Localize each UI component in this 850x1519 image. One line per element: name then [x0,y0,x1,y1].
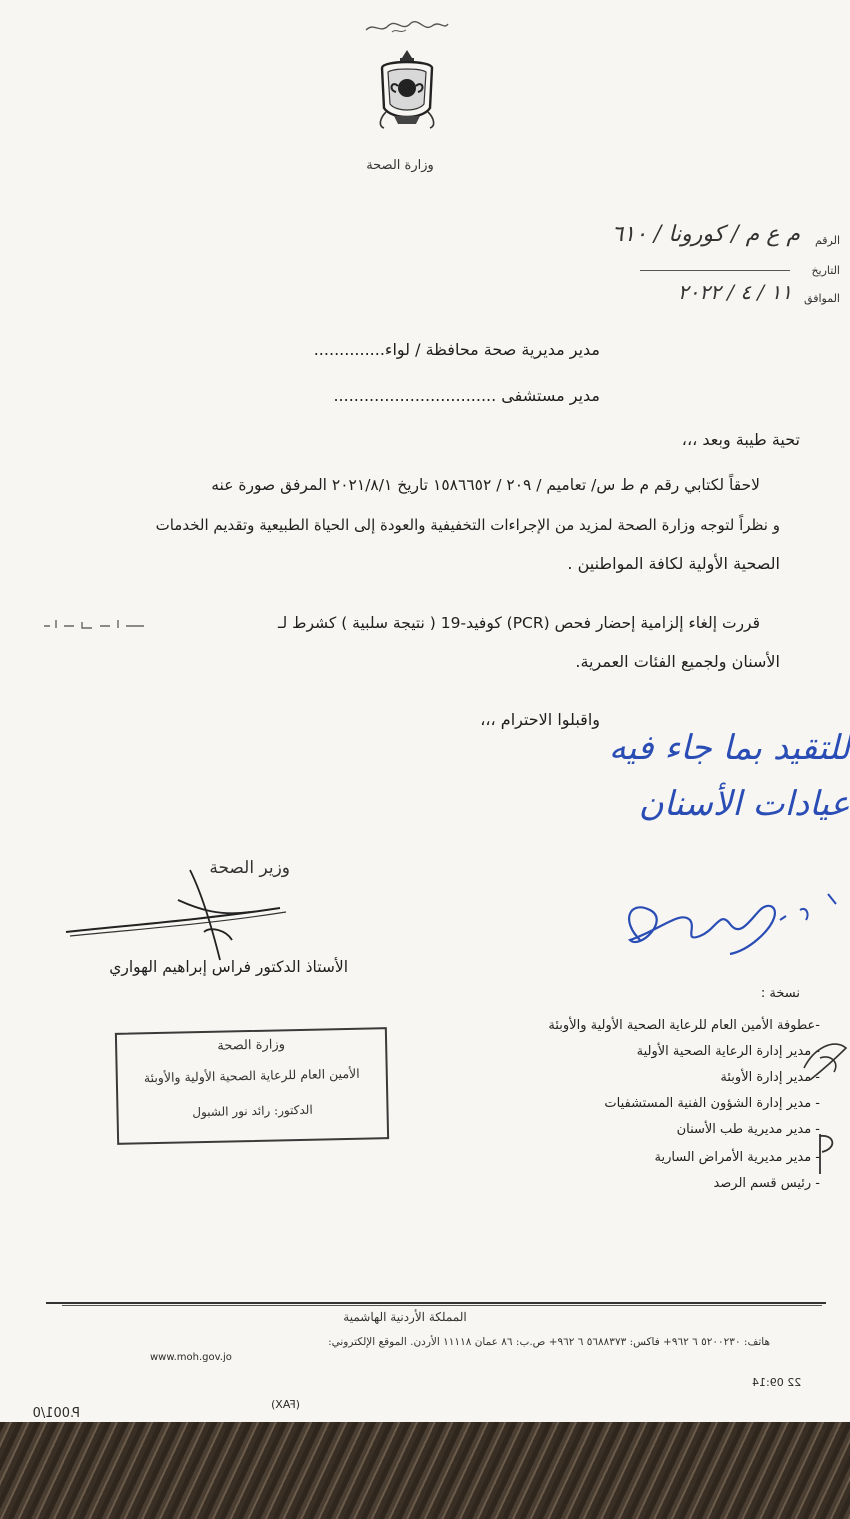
faded-text-fragment [40,612,150,634]
reference-label: الرقم [814,234,840,247]
copy-recipient-7: - رئيس قسم الرصد [713,1176,820,1191]
greeting-text: تحية طيبة وبعد ،،، [681,430,800,449]
minister-signature [60,860,300,970]
copy-recipient-6: - مدير مديرية الأمراض السارية [654,1150,820,1165]
corresponding-date-label: الموافق [804,292,840,305]
copy-recipient-5: - مدير مديرية طب الأسنان [676,1122,820,1137]
stamp-line-ministry: وزارة الصحة [217,1037,286,1054]
copies-label: نسخة : [760,986,800,1001]
stamp-line-title: الأمين العام للرعاية الصحية الأولية والأوبئة [143,1065,360,1086]
copy-recipient-2: - مدير إدارة الرعاية الصحية الأولية [636,1044,820,1059]
body-paragraph1-line2: و نظراً لتوجه وزارة الصحة لمزيد من الإجراءات التخفيفية والعودة إلى الحياة الطبيعية وتقديم الخدمات [155,516,780,534]
body-paragraph2-line1: قررت إلغاء إلزامية إحضار فحص (PCR) كوفيد-19 ( نتيجة سلبية ) كشرط لـ [277,614,760,632]
copy-recipient-3: - مدير إدارة الأوبئة [720,1070,820,1085]
date-line [640,270,790,271]
official-stamp [115,1027,389,1145]
jordan-coat-of-arms-icon [374,46,440,132]
fax-time-stamp: 22 09:14 [752,1376,802,1389]
copy-recipient-1: -عطوفة الأمين العام للرعاية الصحية الأولية والأوبئة [548,1018,820,1033]
fax-label: (FAX) [271,1398,300,1411]
footer-divider [46,1302,826,1304]
footer-contact-info: هاتف: ٥٢٠٠٢٣٠ ٦ ٩٦٢+ فاكس: ٥٦٨٨٣٧٣ ٦ ٩٦٢+ ص.ب: ٨٦ عمان ١١١١٨ الأردن. الموقع الإلكتروني: [328,1336,770,1348]
date-label: التاريخ [811,264,840,277]
minister-name-text: الأستاذ الدكتور فراس إبراهيم الهواري [109,958,348,976]
fax-page-marker: P.001/0 [32,1406,80,1421]
stamp-line-name: الدكتور: رائد نور الشبول [192,1102,313,1120]
footer-kingdom-name: المملكة الأردنية الهاشمية [343,1310,467,1324]
initial-p-scribble [812,1130,842,1180]
signature-title-text: وزير الصحة [209,858,290,878]
addressee-hospital: مدير مستشفى ................................ [333,386,600,405]
footer-website: www.moh.gov.jo [150,1352,232,1363]
addressee-health-directorate: مدير مديرية صحة محافظة / لواء.............. [313,340,600,359]
body-paragraph1-line1: لاحقاً لكتابي رقم م ط س/ تعاميم / ٢٠٩ / ١٥٨٦٦٥٢ تاريخ ٢٠٢١/٨/١ المرفق صورة عنه [211,476,760,494]
handwritten-note-line2: عيادات الأسنان [638,784,850,824]
closing-text: واقبلوا الاحترام ،،، [480,710,600,729]
blue-handwritten-signature [600,880,850,970]
body-paragraph2-line2: الأسنان ولجميع الفئات العمرية. [575,652,780,671]
copy-recipient-4: - مدير إدارة الشؤون الفنية المستشفيات [604,1096,820,1111]
body-paragraph1-line3: الصحية الأولية لكافة المواطنين . [567,554,780,573]
footer-divider-thin [62,1305,822,1306]
reference-number-handwritten: م ع م / كورونا / ٦١٠ [611,222,800,247]
ministry-name-text: وزارة الصحة [366,158,434,173]
handwritten-note-line1: للتقيد بما جاء فيه [608,728,850,768]
initials-scribble [800,1028,850,1088]
background-fabric [0,1422,850,1519]
handwritten-scribble-top [362,18,452,38]
corresponding-date-handwritten: ١١ / ٤ / ٢٠٢٢ [677,280,792,304]
